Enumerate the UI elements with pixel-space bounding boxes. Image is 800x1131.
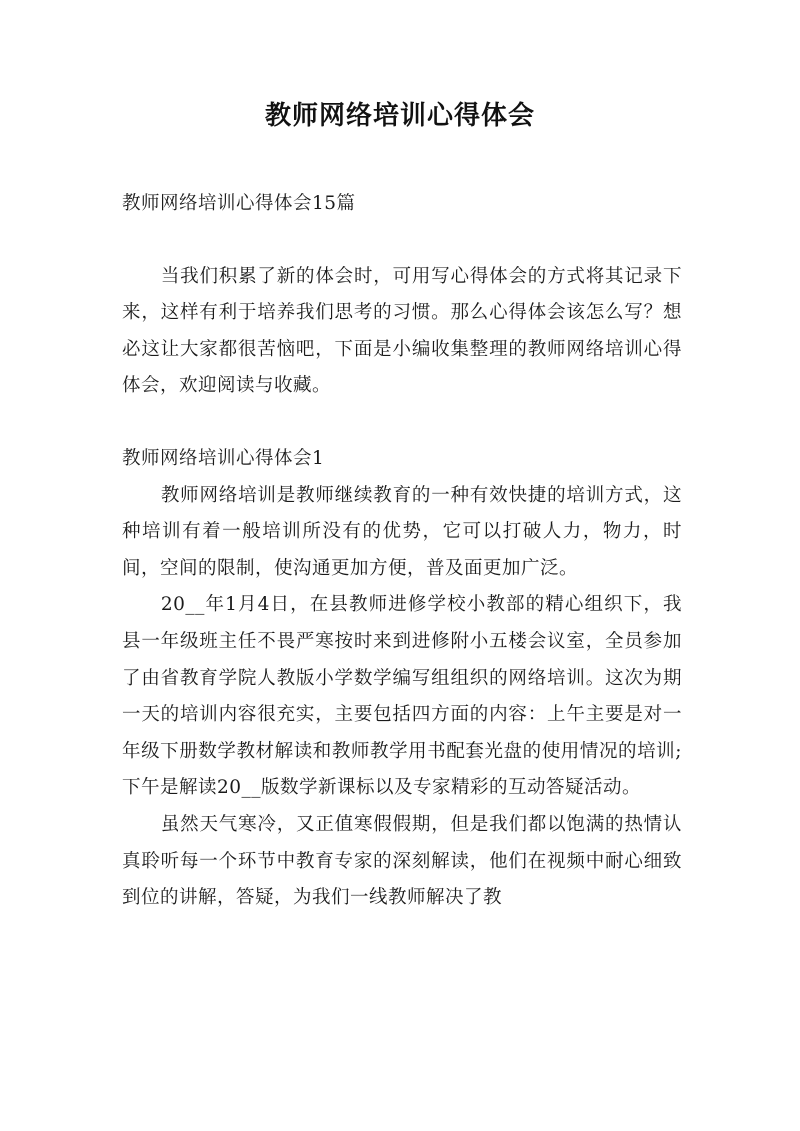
intro-paragraph: 当我们积累了新的体会时，可用写心得体会的方式将其记录下来，这样有利于培养我们思考的习惯。那么心得体会该怎么写？想必这让大家都很苦恼吧，下面是小编收集整理的教师网络培训心得体会，欢迎阅读与收藏。: [122, 265, 682, 397]
body-paragraph: 教师网络培训是教师继续教育的一种有效快捷的培训方式，这种培训有着一般培训所没有的优势，它可以打破人力，物力，时间，空间的限制，使沟通更加方便，普及面更加广泛。: [122, 484, 682, 579]
section-heading: 教师网络培训心得体会1: [122, 447, 325, 469]
document-title: 教师网络培训心得体会: [264, 101, 535, 131]
body-paragraph: 虽然天气寒冷，又正值寒假假期，但是我们都以饱满的热情认真聆听每一个环节中教育专家的深刻解读，他们在视频中耐心细致到位的讲解，答疑，为我们一线教师解决了教: [122, 813, 682, 909]
document-subtitle: 教师网络培训心得体会15篇: [122, 193, 356, 214]
body-paragraph: 20__年1月4日，在县教师进修学校小教部的精心组织下，我县一年级班主任不畏严寒按时来到进修附小五楼会议室，全员参加了由省教育学院人教版小学数学编写组组织的网络培训。这次为期一天的培训内容很充实，主要包括四方面的内容：上午主要是对一年级下册数学教材解读和教师教学用书配套光盘的使用情况的培训;下午是解读20__版数学新课标以及专家精彩的互动答疑活动。: [122, 594, 682, 799]
document-body: [122, 186, 682, 917]
